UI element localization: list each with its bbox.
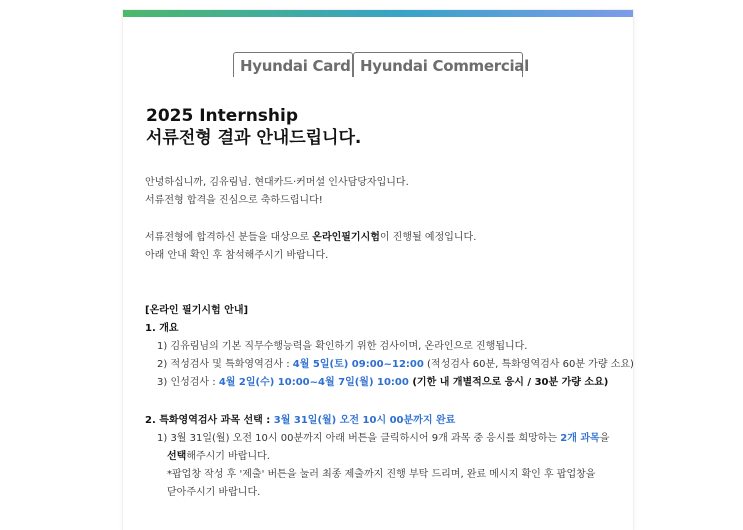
selection-heading	[145, 412, 615, 430]
brand-logos	[233, 52, 529, 78]
hyundai-commercial-logo: Hyundai Commercial	[360, 57, 529, 75]
overview-item-3-note: (기한 내 개별적으로 응시 / 30분 가량 소요)	[408, 377, 609, 388]
overview-item-1: 1) 김유림님의 기본 직무수행능력을 확인하기 위한 검사이며, 온라인으로 진행됩니다.	[157, 341, 528, 352]
page-title	[146, 105, 606, 149]
intro-line-2: 아래 안내 확인 후 참석해주시기 바랍니다.	[145, 250, 329, 261]
title-line-2: 서류전형 결과 안내드립니다.	[146, 128, 362, 148]
greeting-line-2: 서류전형 합격을 진심으로 축하드립니다!	[145, 195, 323, 206]
intro-text: 서류전형에 합격하신 분들을 대상으로	[145, 232, 313, 243]
selection-item-1-end: 을	[599, 433, 610, 444]
selection-heading-label: 2. 특화영역검사 과목 선택 :	[145, 415, 274, 426]
overview-heading: 1. 개요	[145, 323, 179, 334]
selection-deadline: 3월 31일(월) 오전 10시 00분까지 완료	[273, 415, 456, 426]
overview-item-2	[145, 356, 634, 374]
hyundai-card-logo: Hyundai Card	[240, 57, 351, 75]
overview-item-3-label: 3) 인성검사 :	[157, 377, 219, 388]
overview-item-3-date: 4월 2일(수) 10:00~4월 7일(월) 10:00	[218, 377, 409, 388]
selection-item-1-cont	[145, 448, 615, 466]
intro	[145, 229, 615, 265]
exam-info	[145, 302, 634, 392]
subject-selection	[145, 412, 615, 502]
selection-note-1: *팝업창 작성 후 '제출' 버튼을 눌러 최종 제출까지 진행 부탁 드리며, 완료 메시지 확인 후 팝업창을	[167, 469, 596, 480]
intro-text-end: 이 진행될 예정입니다.	[379, 232, 477, 243]
overview-item-2-label: 2) 적성검사 및 특화영역검사 :	[157, 359, 293, 370]
section-header: [온라인 필기시험 안내]	[145, 305, 249, 316]
overview-item-3	[145, 374, 615, 392]
selection-item-1-text: 1) 3월 31일(월) 오전 10시 00분까지 아래 버튼을 클릭하시어 9개 과목 중 응시를 희망하는	[157, 433, 561, 444]
selection-item-1	[145, 430, 615, 448]
title-line-1: 2025 Internship	[146, 106, 299, 126]
greeting-line-1: 안녕하십니까, 김유림님. 현대카드·커머셜 인사담당자입니다.	[145, 177, 409, 188]
intro-line-1	[145, 229, 615, 247]
gradient-top-bar	[123, 10, 633, 17]
selection-item-1-cont-text: 해주시기 바랍니다.	[186, 451, 270, 462]
email-card	[123, 10, 633, 530]
selection-subject-count: 2개 과목	[560, 433, 600, 444]
overview-item-2-note: (적성검사 60분, 특화영역검사 60분 가량 소요)	[423, 359, 634, 370]
greeting	[145, 174, 615, 210]
selection-bold-word: 선택	[167, 451, 187, 462]
intro-bold-text: 온라인필기시험	[312, 232, 380, 243]
overview-item-2-date: 4월 5일(토) 09:00~12:00	[292, 359, 424, 370]
selection-note-2: 닫아주시기 바랍니다.	[167, 487, 261, 498]
